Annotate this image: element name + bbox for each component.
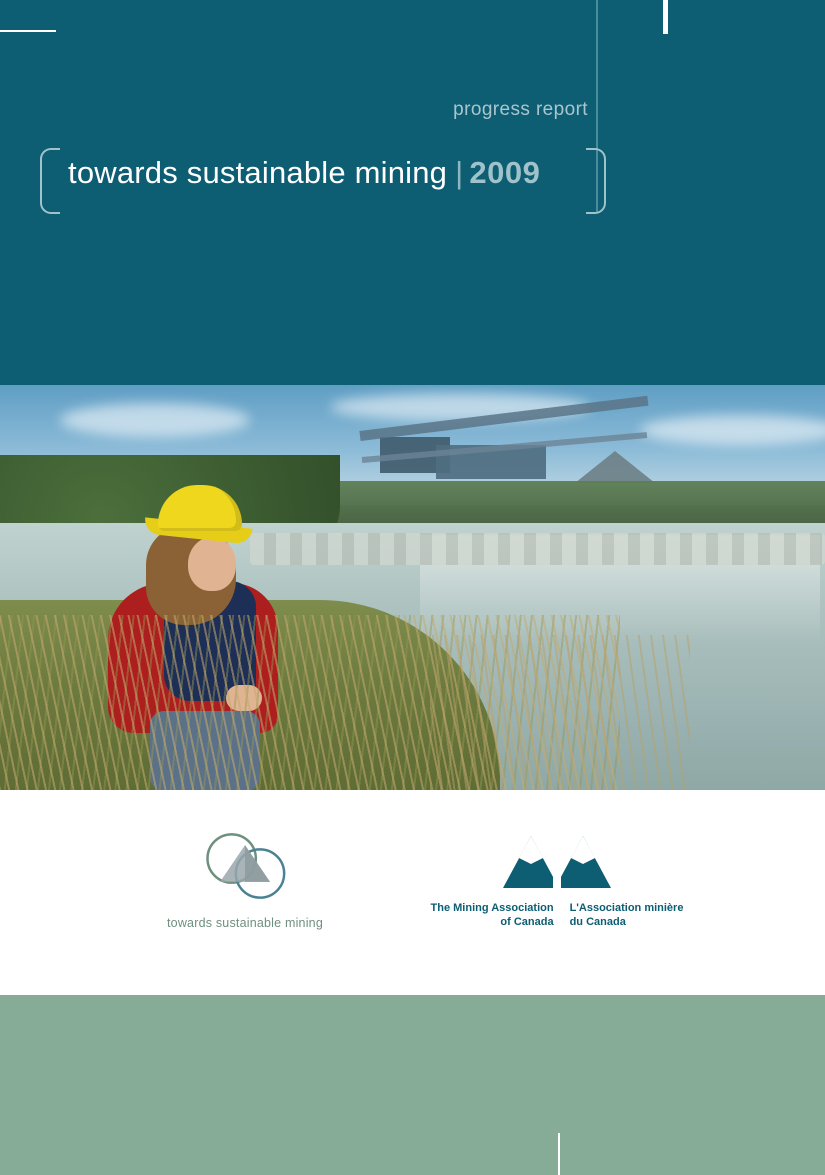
cover-photo <box>0 385 825 790</box>
bracket-left-decoration <box>40 148 60 214</box>
mine-headframe <box>360 423 660 483</box>
header-band <box>0 0 825 385</box>
top-left-rule <box>0 30 56 32</box>
title-divider: | <box>455 155 464 190</box>
photo-cloud <box>60 403 250 437</box>
mac-fr-line1: L'Association minière <box>569 902 684 914</box>
logo-band <box>0 790 825 995</box>
title-year: 2009 <box>469 155 541 190</box>
photo-rocky-bank <box>250 533 825 565</box>
mac-wordmark-english <box>431 902 554 930</box>
mac-en-line1: The Mining Association <box>430 902 554 914</box>
footer-band <box>0 995 825 1175</box>
worker-face <box>188 537 236 591</box>
footer-tick-mark <box>558 1133 560 1175</box>
mac-double-mountain-icon <box>497 830 617 892</box>
photo-right-grass <box>430 635 690 790</box>
yellow-hard-hat-icon <box>158 485 242 531</box>
page-title <box>68 155 540 191</box>
top-tick-mark <box>663 0 668 34</box>
tsm-logo-caption: towards sustainable mining <box>167 916 323 930</box>
mac-logo <box>412 830 702 930</box>
tsm-triangle-circle-icon <box>195 830 295 902</box>
title-row <box>40 148 606 210</box>
eyebrow-block <box>40 100 610 119</box>
photo-cloud <box>640 415 825 445</box>
title-text: towards sustainable mining <box>68 155 448 190</box>
mac-wordmark-french <box>570 902 684 930</box>
bracket-right-decoration <box>586 148 606 214</box>
tsm-logo <box>155 830 335 930</box>
mac-fr-line2: du Canada <box>569 915 626 928</box>
mine-stockpile <box>575 451 655 483</box>
mac-logo-wordmark <box>412 902 702 930</box>
progress-report-label: progress report <box>453 99 588 120</box>
mac-en-line2: of Canada <box>500 915 554 928</box>
